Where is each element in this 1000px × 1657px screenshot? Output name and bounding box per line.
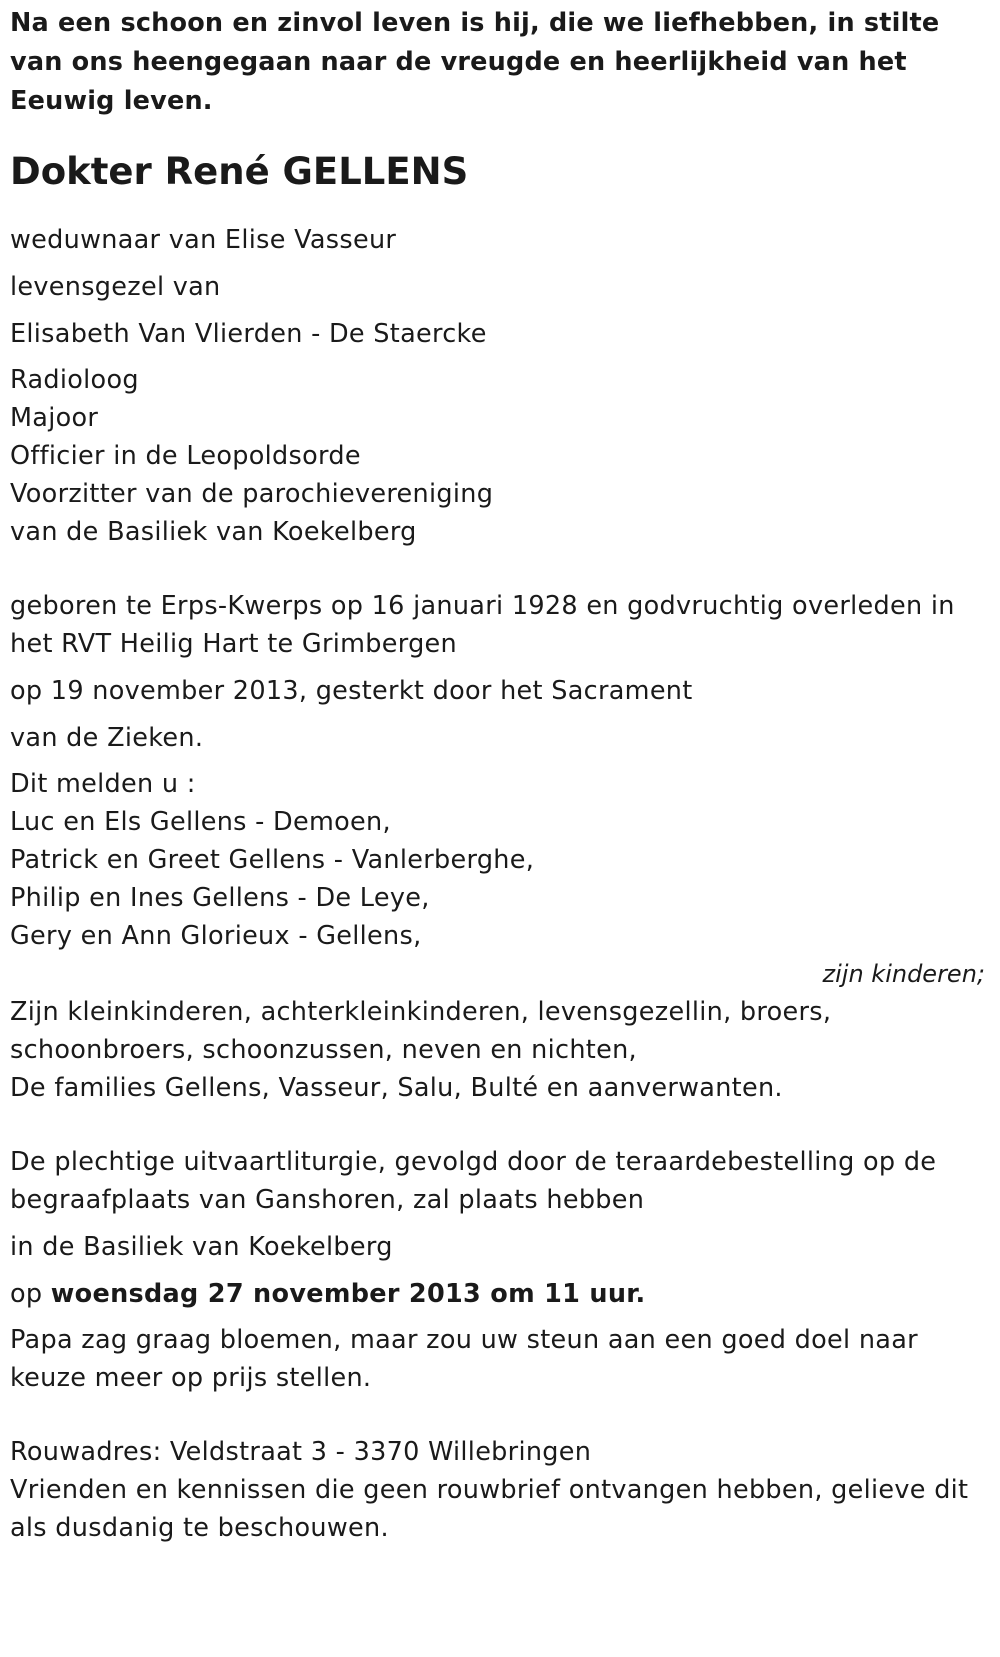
- funeral-date-line: [10, 1274, 985, 1314]
- children-label: zijn kinderen;: [822, 960, 985, 988]
- birth-death-line: geboren te Erps-Kwerps op 16 januari 1928 en godvruchtig overleden in het RVT Heilig Hart te Grimbergen: [10, 591, 955, 659]
- obituary-notice: [10, 0, 985, 1547]
- notice-text: Vrienden en kennissen die geen rouwbrief ontvangen hebben, gelieve dit als dusdanig te beschouwen.: [10, 1475, 969, 1543]
- title-item: Voorzitter van de parochievereniging: [10, 479, 494, 509]
- title-item: Radioloog: [10, 365, 139, 395]
- family-line: De families Gellens, Vasseur, Salu, Bulté en aanverwanten.: [10, 1073, 783, 1103]
- child-entry: Gery en Ann Glorieux - Gellens,: [10, 921, 422, 951]
- widower-line: weduwnaar van Elise Vasseur: [10, 225, 397, 255]
- family-line: schoonbroers, schoonzussen, neven en nichten,: [10, 1035, 637, 1065]
- announcers-section: [10, 765, 985, 1107]
- announcers-heading: Dit melden u :: [10, 769, 196, 799]
- partner-label: levensgezel van: [10, 272, 221, 302]
- funeral-date: woensdag 27 november 2013 om 11 uur.: [50, 1279, 646, 1309]
- title-item: Officier in de Leopoldsorde: [10, 441, 361, 471]
- child-entry: Luc en Els Gellens - Demoen,: [10, 807, 391, 837]
- partner-name: Elisabeth Van Vlierden - De Staercke: [10, 319, 487, 349]
- birth-death-section: [10, 587, 985, 758]
- funeral-section: [10, 1143, 985, 1314]
- intro-text: Na een schoon en zinvol leven is hij, die we liefhebben, in stilte van ons heengegaan naar de vreugde en heerlijkheid van het Eeuwig leven.: [10, 8, 940, 116]
- title-item: Majoor: [10, 403, 99, 433]
- sacrament-line: van de Zieken.: [10, 723, 204, 753]
- child-entry: Philip en Ines Gellens - De Leye,: [10, 883, 430, 913]
- funeral-date-prefix: op: [10, 1279, 43, 1309]
- titles-list: [10, 361, 985, 551]
- funeral-location: in de Basiliek van Koekelberg: [10, 1232, 393, 1262]
- flowers-text: Papa zag graag bloemen, maar zou uw steun aan een goed doel naar keuze meer op prijs stellen.: [10, 1325, 918, 1393]
- address-section: [10, 1433, 985, 1547]
- funeral-text: De plechtige uitvaartliturgie, gevolgd door de teraardebestelling op de begraafplaats van Ganshoren, zal plaats hebben: [10, 1147, 937, 1215]
- spouse-section: [10, 220, 985, 354]
- death-date-line: op 19 november 2013, gesterkt door het Sacrament: [10, 676, 693, 706]
- child-entry: Patrick en Greet Gellens - Vanlerberghe,: [10, 845, 535, 875]
- family-line: Zijn kleinkinderen, achterkleinkinderen, levensgezellin, broers,: [10, 997, 832, 1027]
- deceased-name: Dokter René GELLENS: [10, 150, 469, 193]
- mourning-address: Rouwadres: Veldstraat 3 - 3370 Willebringen: [10, 1437, 592, 1467]
- title-item: van de Basiliek van Koekelberg: [10, 517, 417, 547]
